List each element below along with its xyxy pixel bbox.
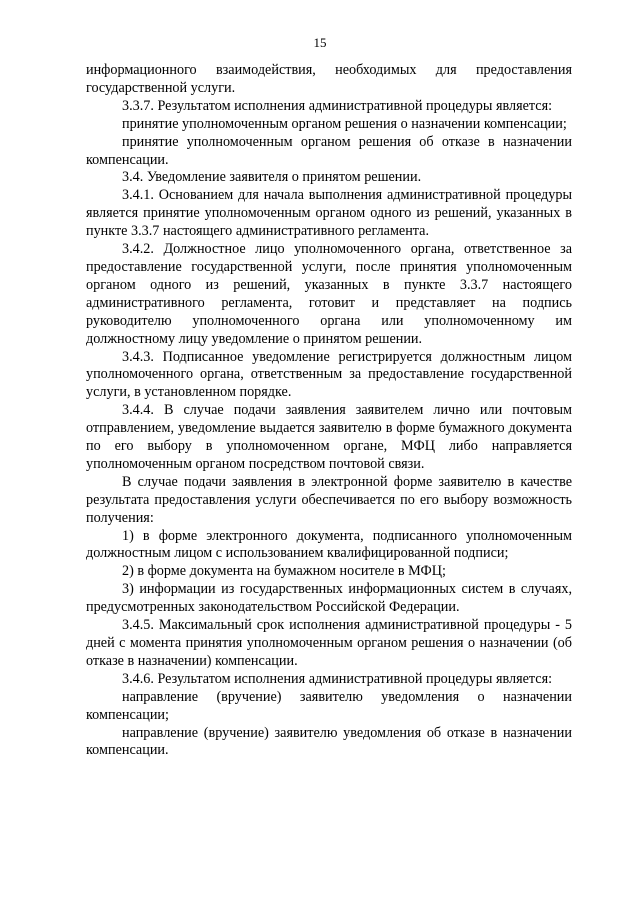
paragraph: В случае подачи заявления в электронной форме заявителю в качестве результата предоставления услуги обеспечивается по его выбору возможность получения: <box>86 473 572 526</box>
paragraph: 3.4.5. Максимальный срок исполнения административной процедуры - 5 дней с момента принятия уполномоченным органом решения о назначении (об отказе в назначении) компенсации. <box>86 617 572 669</box>
paragraph: направление (вручение) заявителю уведомления о назначении компенсации; <box>86 688 572 723</box>
section-heading: 3.4. Уведомление заявителя о принятом решении. <box>122 169 422 186</box>
paragraph: информационного взаимодействия, необходимых для предоставления государственной услуги. <box>86 62 572 96</box>
list-item: 3) информации из государственных информационных систем в случаях, предусмотренных законодательством Российской Федерации. <box>86 581 572 616</box>
paragraph: 3.4.1. Основанием для начала выполнения административной процедуры является принятие уполномоченным органом одного из решений, указанных в пункте 3.3.7 настоящего административного регламента. <box>86 187 572 240</box>
paragraph: 3.4.3. Подписанное уведомление регистрируется должностным лицом уполномоченного органа, ответственным за предоставление государственной услуги, в установленном порядке. <box>86 348 572 401</box>
paragraph: 3.4.2. Должностное лицо уполномоченного органа, ответственное за предоставление государственной услуги, после принятия уполномоченным органом одного из решений, указанных в пункте 3.3.7 настоящего административного регламента, готовит и представляет на подпись руководителю уполномоченного органа или уполномоченному им должностному лицу уведомление о принятом решении. <box>86 241 572 347</box>
paragraph: принятие уполномоченным органом решения о назначении компенсации; <box>122 115 567 132</box>
paragraph: 3.4.6. Результатом исполнения административной процедуры является: <box>122 670 553 687</box>
page-number: 15 <box>313 35 327 50</box>
paragraph: направление (вручение) заявителю уведомления об отказе в назначении компенсации. <box>86 724 572 759</box>
paragraph: 3.3.7. Результатом исполнения административной процедуры является: <box>122 97 553 114</box>
document-body <box>86 62 572 760</box>
list-item: 1) в форме электронного документа, подписанного уполномоченным должностным лицом с использованием квалифицированной подписи; <box>86 527 572 562</box>
paragraph: 3.4.4. В случае подачи заявления заявителем лично или почтовым отправлением, уведомление выдается заявителю в форме бумажного документа по его выбору в уполномоченном органе, МФЦ либо направляется уполномоченным органом посредством почтовой связи. <box>86 402 572 472</box>
paragraph: принятие уполномоченным органом решения об отказе в назначении компенсации. <box>86 133 572 168</box>
list-item: 2) в форме документа на бумажном носителе в МФЦ; <box>122 563 446 580</box>
